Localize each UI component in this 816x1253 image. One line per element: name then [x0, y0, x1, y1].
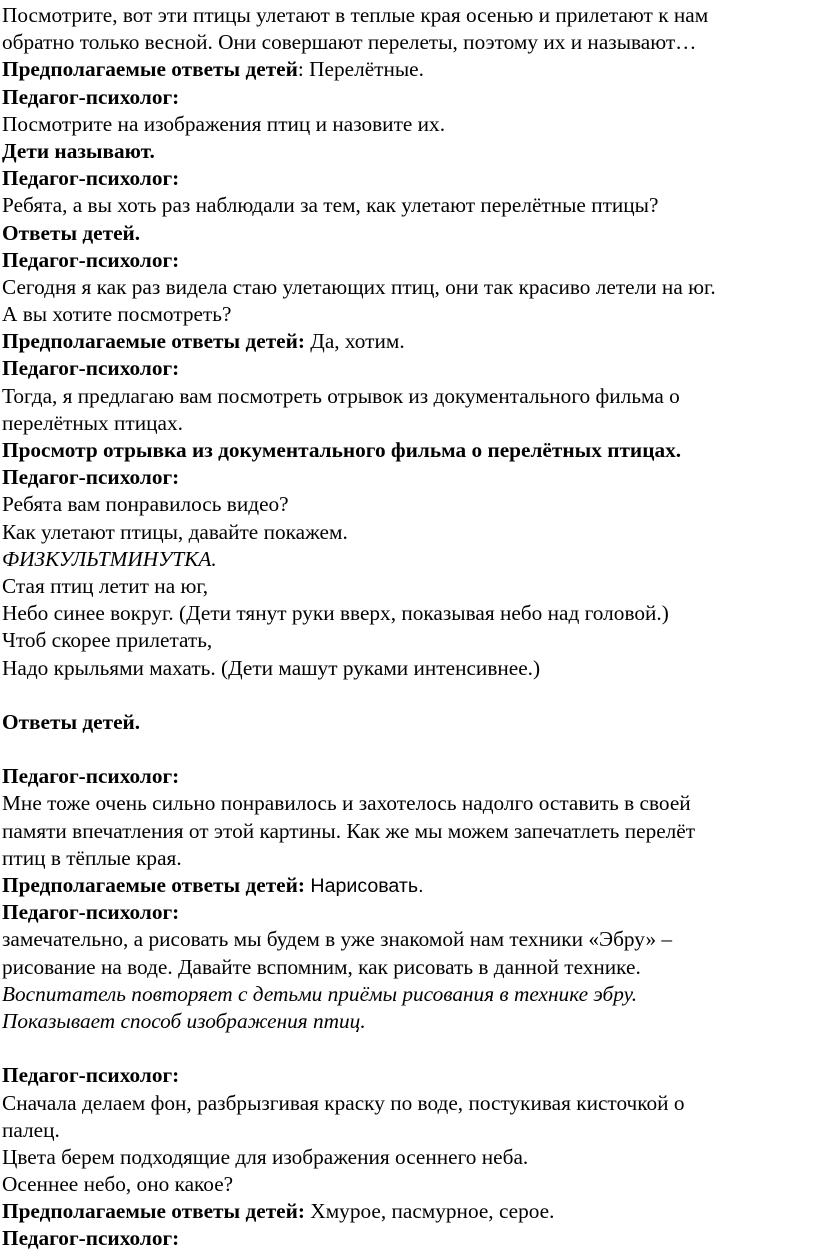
speaker-heading: Педагог-психолог:: [2, 247, 180, 272]
paragraph: палец.: [2, 1117, 60, 1142]
answer-line: [2, 872, 816, 899]
paragraph: Посмотрите на изображения птиц и назовите их.: [2, 111, 446, 136]
speaker-heading: Педагог-психолог:: [2, 1226, 180, 1251]
answer-text: Нарисовать.: [304, 875, 424, 897]
speaker-heading: Педагог-психолог:: [2, 356, 180, 381]
paragraph: перелётных птицах.: [2, 410, 183, 435]
paragraph: А вы хотите посмотреть?: [2, 302, 232, 327]
speaker-heading: Педагог-психолог:: [2, 1063, 180, 1088]
paragraph: замечательно, а рисовать мы будем в уже знакомой нам техники «Эбру» –: [2, 927, 673, 952]
speaker-heading: Педагог-психолог:: [2, 84, 180, 109]
paragraph: Ребята, а вы хоть раз наблюдали за тем, как улетают перелётные птицы?: [2, 193, 659, 218]
answer-line: [2, 1198, 816, 1225]
paragraph: Ребята вам понравилось видео?: [2, 492, 289, 517]
paragraph: Осеннее небо, оно какое?: [2, 1172, 234, 1197]
poem-line: Надо крыльями махать. (Дети машут руками интенсивнее.): [2, 655, 541, 680]
speaker-label: Предполагаемые ответы детей: [2, 57, 298, 82]
speaker-label: Предполагаемые ответы детей:: [2, 329, 305, 354]
paragraph: Тогда, я предлагаю вам посмотреть отрывок из документального фильма о: [2, 383, 680, 408]
italic-note: Показывает способ изображения птиц.: [2, 1008, 366, 1033]
paragraph: обратно только весной. Они совершают перелеты, поэтому их и называют…: [2, 30, 697, 55]
stage-direction: Ответы детей.: [2, 709, 141, 734]
paragraph: Сначала делаем фон, разбрызгивая краску по воде, постукивая кисточкой о: [2, 1090, 685, 1115]
speaker-heading: Педагог-психолог:: [2, 166, 180, 191]
paragraph: памяти впечатления от этой картины. Как же мы можем запечатлеть перелёт: [2, 818, 696, 843]
italic-note: Воспитатель повторяет с детьми приёмы рисования в технике эбру.: [2, 981, 638, 1006]
paragraph: Посмотрите, вот эти птицы улетают в теплые края осенью и прилетают к нам: [2, 3, 709, 27]
speaker-label: Предполагаемые ответы детей:: [2, 1199, 305, 1224]
answer-line: [2, 56, 816, 83]
speaker-label: Предполагаемые ответы детей:: [2, 873, 305, 897]
blank-line: [2, 682, 816, 709]
speaker-heading: Педагог-психолог:: [2, 764, 180, 789]
speaker-heading: Педагог-психолог:: [2, 465, 180, 490]
answer-text: : Перелётные.: [297, 57, 424, 82]
stage-direction: Просмотр отрывка из документального фильма о перелётных птицах.: [2, 438, 682, 462]
paragraph: птиц в тёплые края.: [2, 845, 182, 870]
paragraph: Цвета берем подходящие для изображения осеннего неба.: [2, 1144, 529, 1169]
answer-text: Да, хотим.: [304, 329, 405, 354]
poem-line: Небо синее вокруг. (Дети тянут руки вверх, показывая небо над головой.): [2, 601, 669, 626]
answer-text: Хмурое, пасмурное, серое.: [304, 1199, 555, 1224]
speaker-heading: Педагог-психолог:: [2, 900, 180, 925]
blank-line: [2, 736, 816, 763]
section-title: ФИЗКУЛЬТМИНУТКА.: [2, 546, 217, 571]
paragraph: Как улетают птицы, давайте покажем.: [2, 519, 348, 544]
blank-line: [2, 1035, 816, 1062]
answer-line: [2, 328, 816, 355]
paragraph: Мне тоже очень сильно понравилось и захотелось надолго оставить в своей: [2, 791, 691, 816]
paragraph: рисование на воде. Давайте вспомним, как рисовать в данной технике.: [2, 954, 641, 979]
poem-line: Чтоб скорее прилетать,: [2, 628, 213, 653]
stage-direction: Ответы детей.: [2, 220, 141, 245]
poem-line: Стая птиц летит на юг,: [2, 573, 209, 598]
paragraph: Сегодня я как раз видела стаю улетающих птиц, они так красиво летели на юг.: [2, 274, 716, 299]
stage-direction: Дети называют.: [2, 138, 155, 163]
